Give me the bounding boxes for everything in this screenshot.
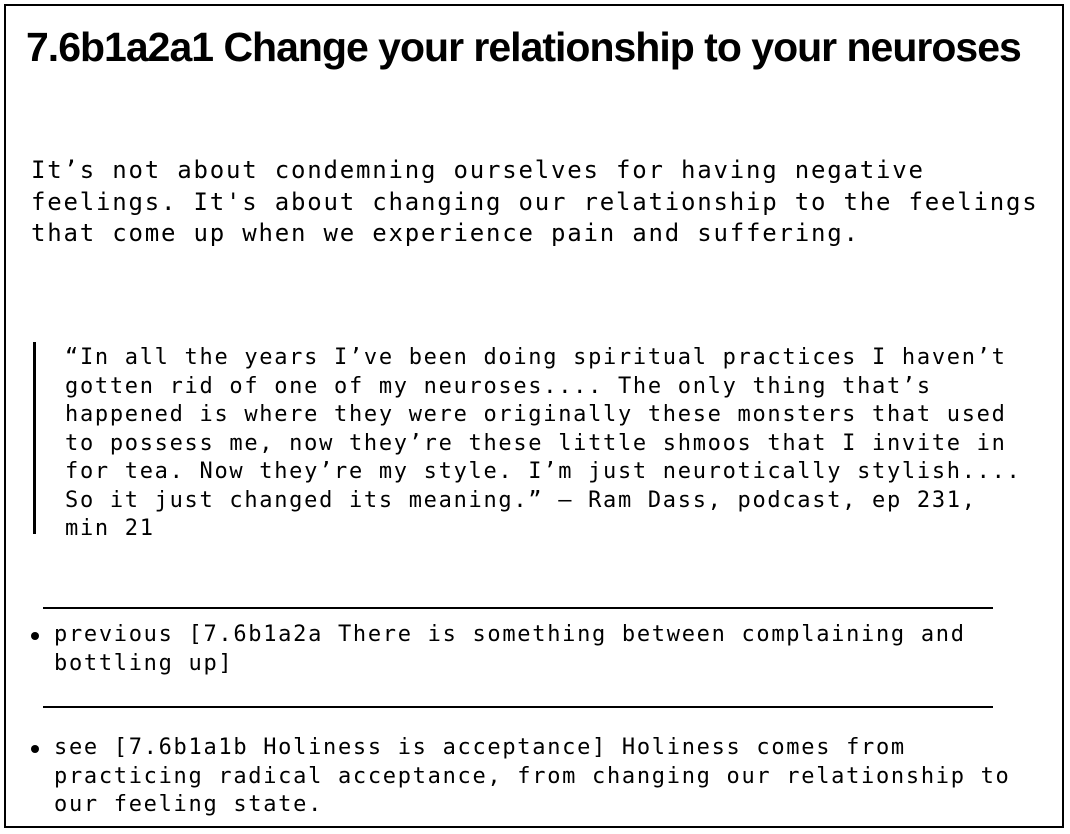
list-item-previous-link[interactable] [54,621,1014,678]
note-title: 7.6b1a2a1 Change your relationship to your neuroses [26,24,1021,70]
bullet-icon [31,745,39,753]
note-card [4,4,1064,828]
see-link-text[interactable]: see [7.6b1a1b Holiness is acceptance] Holiness comes from practicing radical acceptance, from changing our relationship to our feeling state. [54,735,1011,817]
blockquote: “In all the years I’ve been doing spiritual practices I haven’t gotten rid of one of my neuroses.... The only thing that’s happened is where they were originally these monsters that used to possess me, now they’re these little shmoos that I invite in for tea. Now they’re my style. I’m just neurotically stylish.... So it just changed its meaning.” — Ram Dass, podcast, ep 231, min 21 [65,345,1022,541]
blockquote-bar [33,342,36,534]
previous-link-text[interactable]: previous [7.6b1a2a There is something between complaining and bottling up] [54,622,966,676]
divider [43,607,993,609]
divider [43,706,993,708]
bullet-icon [31,632,39,640]
intro-paragraph: It’s not about condemning ourselves for having negative feelings. It's about changing our relationship to the feelings that come up when we experience pain and suffering. [31,156,1039,247]
list-item-see-link[interactable] [54,734,1014,820]
